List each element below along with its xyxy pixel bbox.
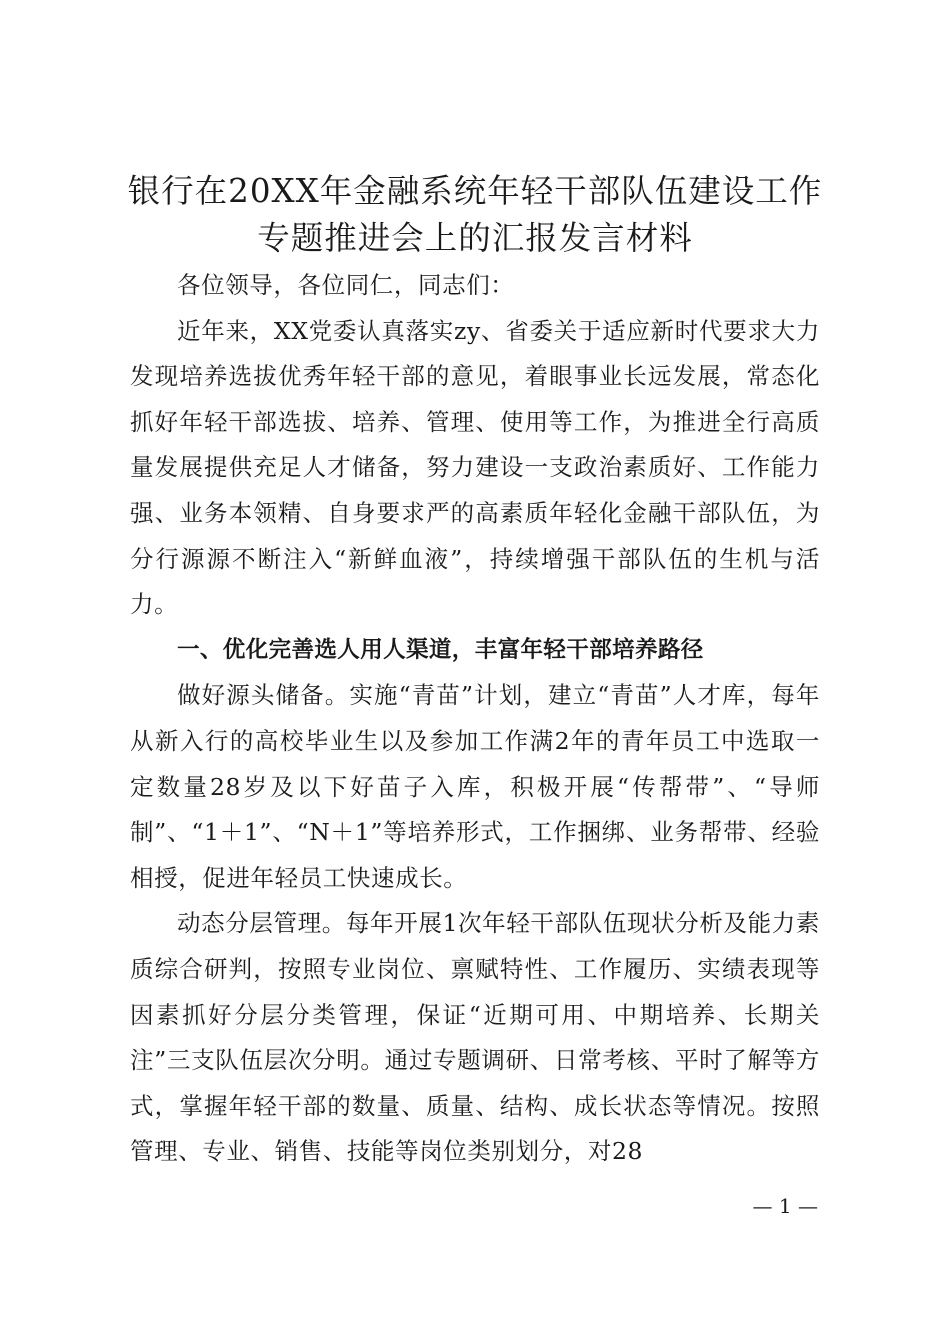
page-number: — 1 — — [752, 1194, 818, 1218]
paragraph-layered-management: 动态分层管理。每年开展1次年轻干部队伍现状分析及能力素质综合研判，按照专业岗位、禀赋特性、工作履历、实绩表现等因素抓好分层分类管理，保证“近期可用、中期培养、长期关注”三支队伍层次分明。通过专题调研、日常考核、平时了解等方式，掌握年轻干部的数量、质量、结构、成长状态等情况。按照管理、专业、销售、技能等岗位类别划分，对28 — [130, 909, 820, 1166]
document-title: 银行在20XX年金融系统年轻干部队伍建设工作专题推进会上的汇报发言材料 — [127, 172, 823, 257]
document-body — [130, 263, 820, 1175]
section-heading: 一、优化完善选人用人渠道，丰富年轻干部培养路径 — [177, 636, 704, 663]
salutation: 各位领导，各位同仁，同志们： — [177, 271, 515, 299]
intro-paragraph: 近年来，XX党委认真落实zy、省委关于适应新时代要求大力发现培养选拔优秀年轻干部的意见，着眼事业长远发展，常态化抓好年轻干部选拔、培养、管理、使用等工作，为推进全行高质量发展提供充足人才储备，努力建设一支政治素质好、工作能力强、业务本领精、自身要求严的高素质年轻化金融干部队伍，为分行源源不断注入“新鲜血液”，持续增强干部队伍的生机与活力。 — [130, 316, 820, 619]
paragraph-source-reserve: 做好源头储备。实施“青苗”计划，建立“青苗”人才库，每年从新入行的高校毕业生以及参加工作满2年的青年员工中选取一定数量28岁及以下好苗子入库，积极开展“传帮带”、“导师制”、“1＋1”、“N＋1”等培养形式，工作捆绑、业务帮带、经验相授，促进年轻员工快速成长。 — [130, 681, 820, 892]
